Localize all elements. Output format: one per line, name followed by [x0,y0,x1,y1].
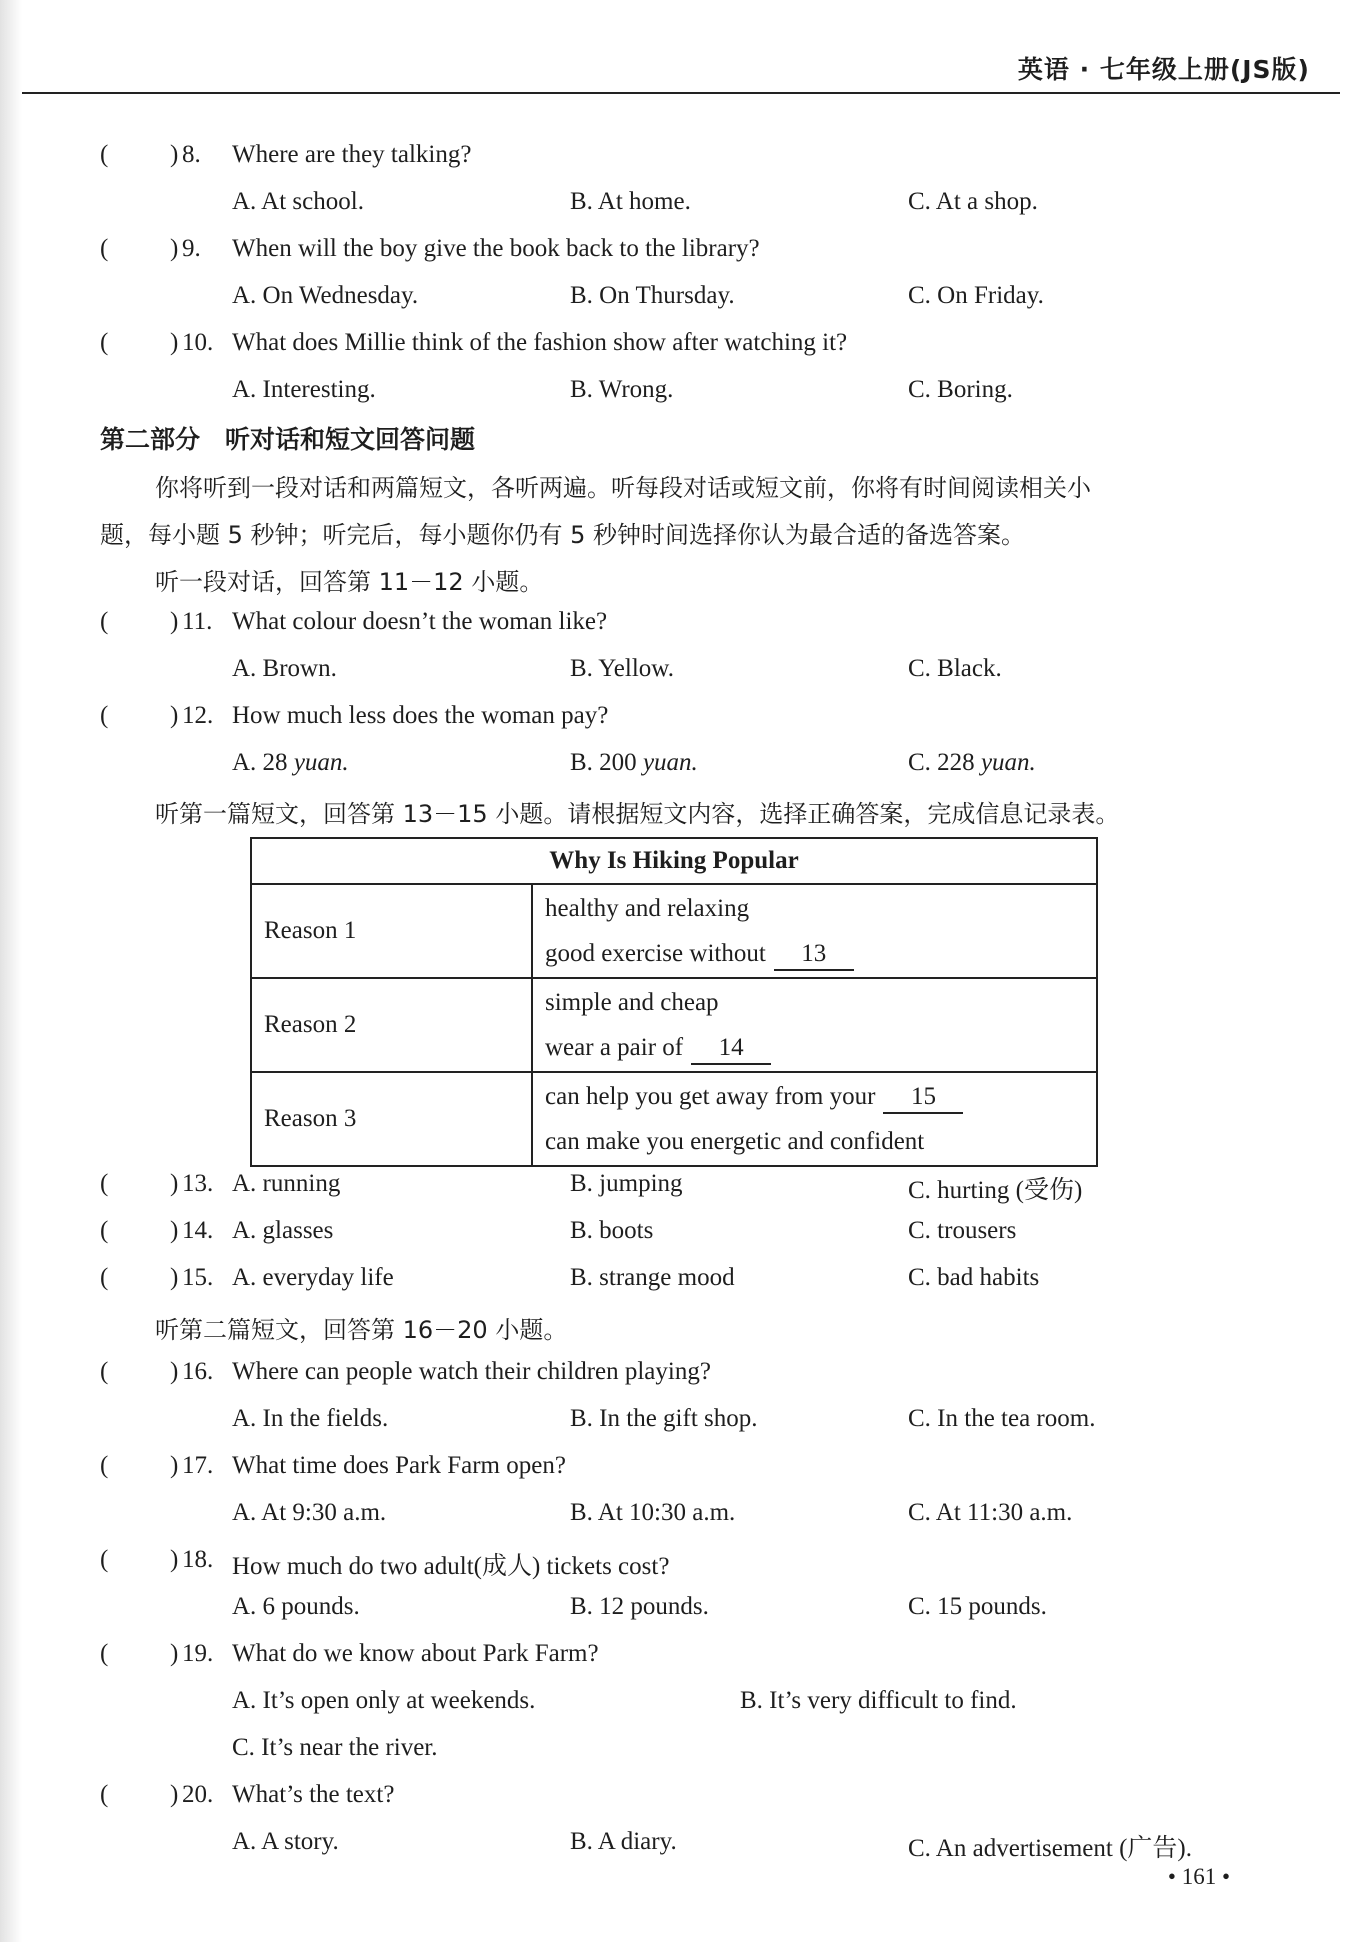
answer-bracket-open[interactable]: ( [100,702,109,729]
option-b[interactable]: B. strange mood [570,1264,735,1291]
question-number: 15. [182,1264,214,1291]
question-text: What time does Park Farm open? [232,1452,566,1479]
option-a[interactable]: A. It’s open only at weekends. [232,1687,536,1714]
option-c[interactable] [908,749,1036,777]
answer-bracket-open[interactable]: ( [100,1264,109,1291]
option-a[interactable]: A. Interesting. [232,376,376,403]
table-row [251,884,1097,978]
question-number: 10. [182,329,214,356]
option-b[interactable]: B. Yellow. [570,655,674,682]
answer-blank-14[interactable]: 14 [691,1033,771,1065]
answer-bracket-close: ) [170,1170,179,1197]
table-header-row [251,838,1097,884]
option-b[interactable]: B. At 10:30 a.m. [570,1499,736,1526]
table-row [251,1072,1097,1166]
option-a[interactable]: A. glasses [232,1217,334,1244]
reason-label: Reason 1 [251,884,532,978]
option-unit: yuan. [980,749,1036,776]
answer-bracket-open[interactable]: ( [100,1640,109,1667]
question-16-options [0,1397,1350,1443]
reason-label: Reason 2 [251,978,532,1072]
option-a[interactable] [232,749,349,777]
answer-bracket-open[interactable]: ( [100,1217,109,1244]
option-b[interactable]: B. On Thursday. [570,282,735,309]
option-c[interactable]: C. An advertisement (广告). [908,1835,1192,1862]
detail-line [545,931,1095,976]
question-number: 11. [182,608,213,635]
option-b[interactable] [570,749,698,777]
option-a[interactable]: A. everyday life [232,1264,394,1291]
option-c[interactable]: C. Black. [908,655,1002,682]
option-value: C. 228 [908,749,975,776]
section-heading: 第二部分 听对话和短文回答问题 [100,425,476,454]
question-number: 16. [182,1358,214,1385]
answer-bracket-open[interactable]: ( [100,1358,109,1385]
reason-detail [532,978,1097,1072]
question-9-options [0,274,1350,320]
option-a[interactable]: A. 6 pounds. [232,1593,360,1620]
question-11-options [0,647,1350,693]
option-c[interactable]: C. bad habits [908,1264,1040,1291]
option-a[interactable]: A. Brown. [232,655,337,682]
question-12 [0,694,1350,740]
question-8 [0,133,1350,179]
question-text: What do we know about Park Farm? [232,1640,599,1667]
question-text: What’s the text? [232,1781,395,1808]
question-number: 12. [182,702,214,729]
question-11 [0,600,1350,646]
question-text: When will the boy give the book back to the library? [232,235,760,262]
answer-blank-13[interactable]: 13 [774,939,854,971]
header-title: 英语 · 七年级上册(JS版) [1017,55,1310,84]
page-number: • 161 • [1167,1864,1230,1889]
detail-line [545,1074,1095,1119]
question-12-options [0,741,1350,787]
option-c[interactable]: C. On Friday. [908,282,1044,309]
option-c[interactable]: C. hurting (受伤) [908,1177,1083,1204]
question-text: How much less does the woman pay? [232,702,609,729]
question-number: 9. [182,235,201,262]
option-a[interactable]: A. At 9:30 a.m. [232,1499,387,1526]
answer-bracket-close: ) [170,1640,179,1667]
answer-bracket-close: ) [170,235,179,262]
answer-bracket-open[interactable]: ( [100,329,109,356]
option-b[interactable]: B. jumping [570,1170,683,1197]
option-b[interactable]: B. At home. [570,188,691,215]
answer-bracket-open[interactable]: ( [100,1170,109,1197]
answer-bracket-open[interactable]: ( [100,141,109,168]
question-number: 17. [182,1452,214,1479]
option-c[interactable]: C. It’s near the river. [232,1734,438,1761]
question-17 [0,1444,1350,1490]
question-number: 13. [182,1170,214,1197]
question-text: What does Millie think of the fashion show after watching it? [232,329,848,356]
detail-line [545,1025,1095,1070]
reason-detail [532,1072,1097,1166]
option-value: B. 200 [570,749,637,776]
question-14 [0,1209,1350,1255]
question-9 [0,227,1350,273]
question-19-options [0,1679,1350,1725]
question-13 [0,1162,1350,1208]
answer-bracket-close: ) [170,1264,179,1291]
answer-blank-15[interactable]: 15 [883,1082,963,1114]
table-row [251,978,1097,1072]
detail-line: can make you energetic and confident [545,1128,925,1155]
option-c[interactable]: C. At a shop. [908,188,1038,215]
option-c[interactable]: C. Boring. [908,376,1013,403]
question-20 [0,1773,1350,1819]
hiking-info-table [250,837,1098,1167]
option-unit: yuan. [642,749,698,776]
option-c[interactable]: C. 15 pounds. [908,1593,1047,1620]
option-b[interactable]: B. A diary. [570,1828,677,1855]
answer-bracket-close: ) [170,702,179,729]
option-b[interactable]: B. 12 pounds. [570,1593,709,1620]
question-17-options [0,1491,1350,1537]
detail-line: healthy and relaxing [545,895,750,922]
option-b[interactable]: B. Wrong. [570,376,674,403]
section-intro-line-1: 你将听到一段对话和两篇短文，各听两遍。听每段对话或短文前，你将有时间阅读相关小 [155,474,1091,502]
question-number: 8. [182,141,201,168]
question-20-options [0,1820,1350,1866]
answer-bracket-close: ) [170,1452,179,1479]
option-a[interactable]: A. At school. [232,188,364,215]
header-rule [22,92,1340,94]
question-19-options-row2 [0,1726,1350,1772]
option-c[interactable]: C. trousers [908,1217,1017,1244]
question-text: What colour doesn’t the woman like? [232,608,608,635]
question-text: Where can people watch their children playing? [232,1358,711,1385]
option-b[interactable]: B. It’s very difficult to find. [740,1687,1017,1714]
question-8-options [0,180,1350,226]
answer-bracket-close: ) [170,329,179,356]
answer-bracket-open[interactable]: ( [100,1546,109,1573]
reason-detail [532,884,1097,978]
question-text: How much do two adult(成人) tickets cost? [232,1553,670,1580]
question-16 [0,1350,1350,1396]
detail-text: good exercise without [545,940,766,967]
answer-bracket-close: ) [170,608,179,635]
section-intro-line-2: 题，每小题 5 秒钟；听完后，每小题你仍有 5 秒钟时间选择你认为最合适的备选答案。 [100,521,1026,549]
answer-bracket-close: ) [170,1358,179,1385]
answer-bracket-close: ) [170,141,179,168]
dialogue-instruction: 听一段对话，回答第 11－12 小题。 [155,568,544,596]
answer-bracket-close: ) [170,1217,179,1244]
table-title: Why Is Hiking Popular [251,838,1097,884]
detail-line: simple and cheap [545,989,719,1016]
question-number: 14. [182,1217,214,1244]
question-10-options [0,368,1350,414]
answer-bracket-open[interactable]: ( [100,235,109,262]
option-a[interactable]: A. On Wednesday. [232,282,419,309]
answer-bracket-open[interactable]: ( [100,1452,109,1479]
passage2-instruction: 听第二篇短文，回答第 16－20 小题。 [155,1316,568,1344]
option-b[interactable]: B. In the gift shop. [570,1405,758,1432]
question-19 [0,1632,1350,1678]
detail-text: wear a pair of [545,1034,684,1061]
answer-bracket-close: ) [170,1546,179,1573]
question-10 [0,321,1350,367]
passage1-instruction: 听第一篇短文，回答第 13－15 小题。请根据短文内容，选择正确答案，完成信息记录表。 [155,800,1120,828]
question-number: 18. [182,1546,214,1573]
option-a[interactable]: A. running [232,1170,341,1197]
answer-bracket-close: ) [170,1781,179,1808]
option-value: A. 28 [232,749,288,776]
question-text: Where are they talking? [232,141,472,168]
question-number: 19. [182,1640,214,1667]
question-18 [0,1538,1350,1584]
answer-bracket-open[interactable]: ( [100,1781,109,1808]
option-c[interactable]: C. At 11:30 a.m. [908,1499,1073,1526]
option-a[interactable]: A. In the fields. [232,1405,389,1432]
option-unit: yuan. [293,749,349,776]
question-18-options [0,1585,1350,1631]
question-15 [0,1256,1350,1302]
option-c[interactable]: C. In the tea room. [908,1405,1096,1432]
answer-bracket-open[interactable]: ( [100,608,109,635]
option-a[interactable]: A. A story. [232,1828,339,1855]
question-number: 20. [182,1781,214,1808]
option-b[interactable]: B. boots [570,1217,654,1244]
detail-text: can help you get away from your [545,1083,876,1110]
reason-label: Reason 3 [251,1072,532,1166]
